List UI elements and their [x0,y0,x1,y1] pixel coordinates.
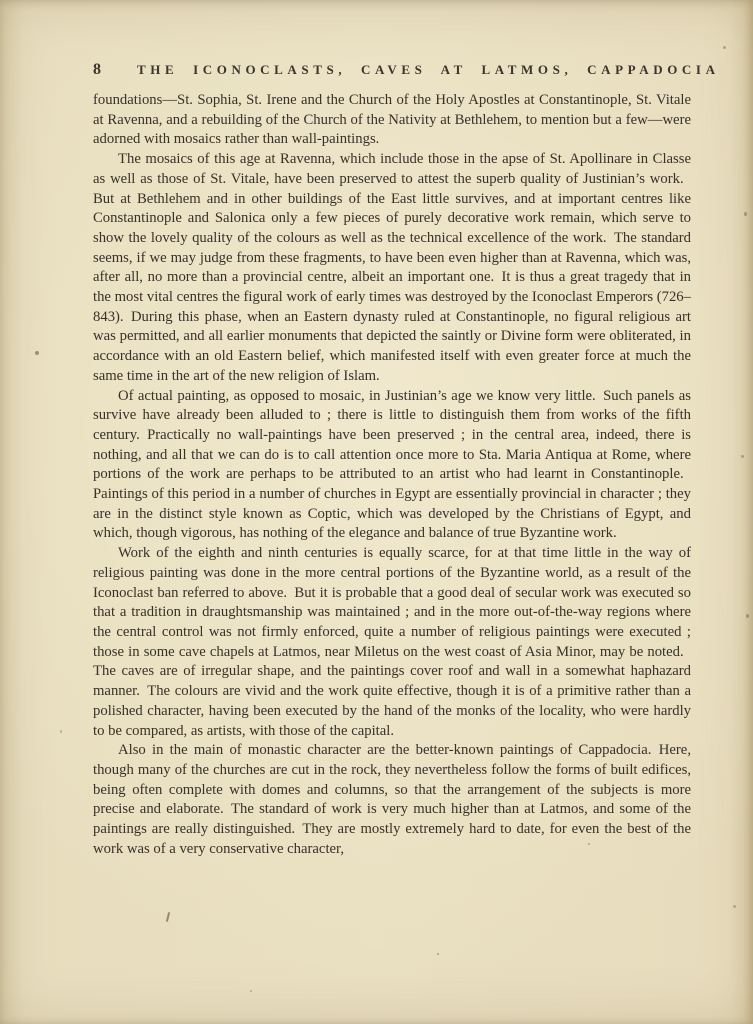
paper-speck [733,905,736,908]
paper-speck [35,351,39,355]
paper-speck [60,730,62,733]
paragraph: The mosaics of this age at Ravenna, which include those in the apse of St. Apollinare in Classe as well as those of St. Vitale, have been preserved to attest the superb quality of Justinian’s work. But at Bethlehem and in other buildings of the East little survives, and at important centres like Constantinople and Salonica only a few pieces of purely decorative work remain, which serve to show the lovely quality of the colours as well as the technical excellence of the work. The standard seems, if we may judge from these fragments, to have been even higher than at Ravenna, which was, after all, no more than a provincial centre, albeit an important one. It is thus a great tragedy that in the most vital centres the figural work of early times was destroyed by the Iconoclast Emperors (726–843). During this phase, when an Eastern dynasty ruled at Constantinople, no figural religious art was permitted, and all earlier monuments that depicted the saintly or Divine form were obliterated, in accordance with an old Eastern belief, which manifested itself with even greater force at much the same time in the art of the new religion of Islam. [93,151,691,384]
page-header [93,61,720,79]
paper-speck [744,212,747,216]
paragraph: Of actual painting, as opposed to mosaic, in Justinian’s age we know very little. Such panels as survive have already been alluded to ; there is little to distinguish them from works of the fifth century. Practically no wall-paintings have been preserved ; in the central area, indeed, there is nothing, and all that we can do is to call attention once more to Sta. Maria Antiqua at Rome, where portions of the work are perhaps to be attributed to an artist who had learnt in Constantinople. Paintings of this period in a number of churches in Egypt are essentially provincial in character ; they are in the distinct style known as Coptic, which was developed by the Christians of Egypt, and which, though vigorous, has nothing of the elegance and balance of true Byzantine work. [93,387,691,542]
page-number: 8 [93,61,101,78]
paper-speck [723,46,726,49]
paper-speck [746,614,749,618]
paper-speck [741,455,744,458]
running-title: THE ICONOCLASTS, CAVES AT LATMOS, CAPPADOCIA [137,62,720,77]
paper-speck [250,990,252,992]
pen-mark [166,912,170,922]
paper-speck [588,843,590,845]
paper-speck [437,953,439,955]
paragraph: Work of the eighth and ninth centuries is equally scarce, for at that time little in the way of religious painting was done in the more central portions of the Byzantine world, as a result of the Iconoclast ban referred to above. But it is probable that a good deal of secular work was executed so that a tradition in draughtsmanship was maintained ; and in the more out-of-the-way regions where the central control was not firmly enforced, quite a number of religious paintings were executed ; those in some cave chapels at Latmos, near Miletus on the west coast of Asia Minor, may be noted. The caves are of irregular shape, and the paintings cover roof and wall in a somewhat haphazard manner. The colours are vivid and the work quite effective, though it is of a primitive rather than a polished character, having been executed by the hand of the monks of the locality, who were hardly to be compared, as artists, with those of the capital. [93,545,691,739]
page-text [93,91,691,859]
paragraph-continuation: foundations—St. Sophia, St. Irene and the Church of the Holy Apostles at Constantinople, St. Vitale at Ravenna, and a rebuilding of the Church of the Nativity at Bethlehem, to mention but a few—were adorned with mosaics rather than wall-paintings. [93,92,691,148]
paragraph: Also in the main of monastic character are the better-known paintings of Cappadocia. Here, though many of the churches are cut in the rock, they nevertheless follow the forms of built edifices, being often complete with domes and columns, so that the arrangement of the subjects is more precise and elaborate. The standard of work is very much higher than at Latmos, and some of the paintings are really distinguished. They are mostly extremely hard to date, for even the best of the work was of a very conservative character, [93,742,691,857]
